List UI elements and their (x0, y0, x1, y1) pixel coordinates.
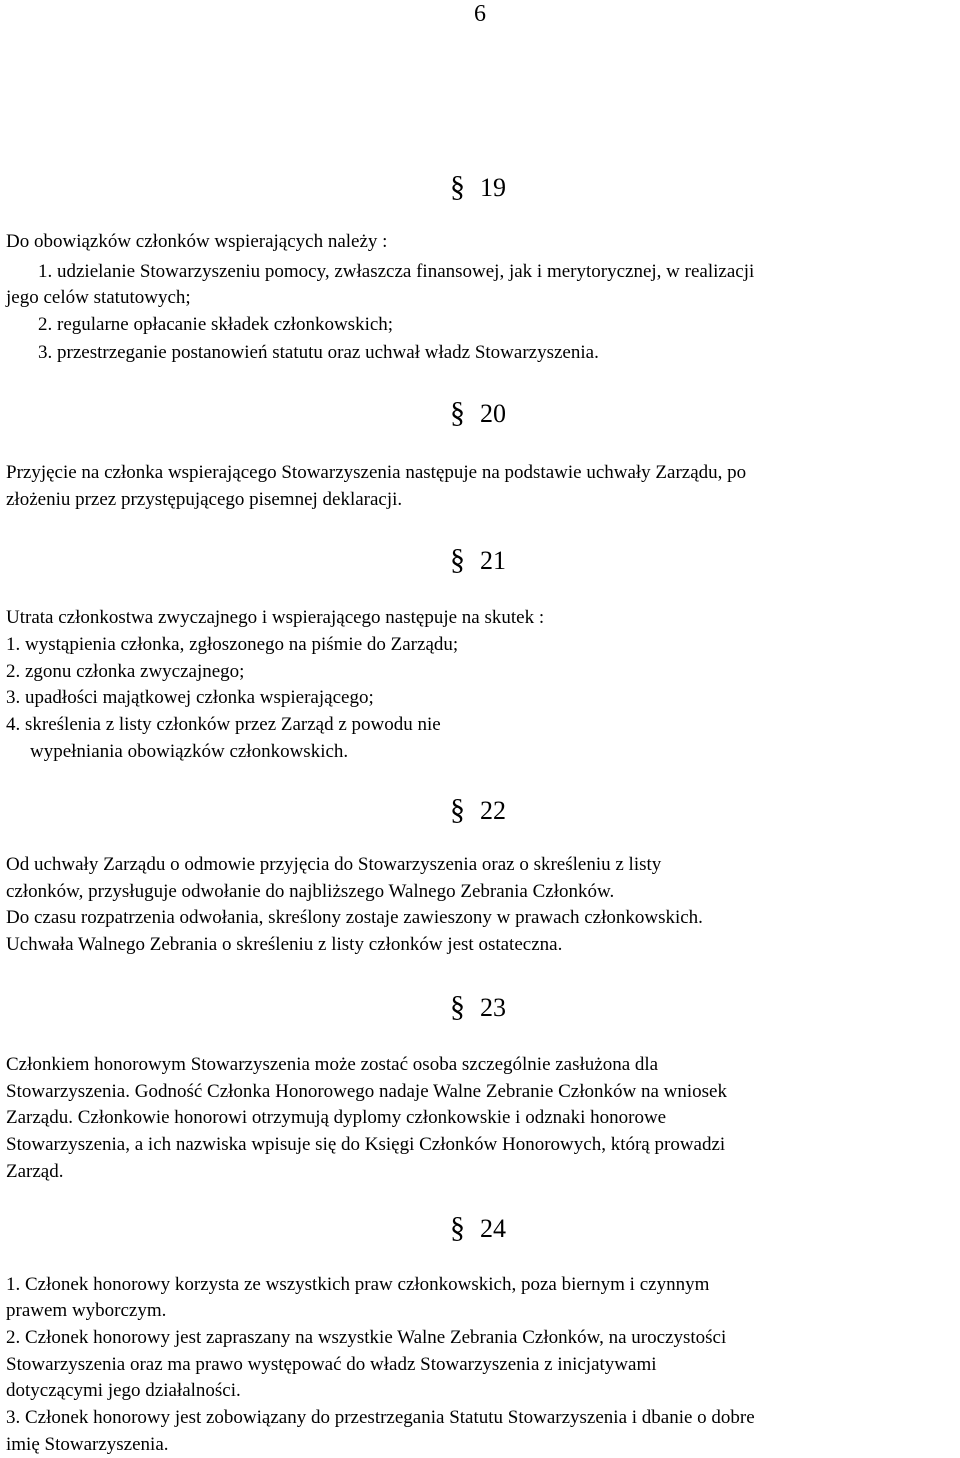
section-19-item: 2. regularne opłacanie składek członkowskich; (38, 314, 394, 335)
section-24-line: 2. Członek honorowy jest zapraszany na wszystkie Walne Zebrania Członków, na uroczystości (6, 1327, 727, 1348)
section-20-line: Przyjęcie na członka wspierającego Stowarzyszenia następuje na podstawie uchwały Zarządu, po (6, 462, 747, 483)
section-23-line: Zarząd. (6, 1161, 64, 1182)
section-24-line: Stowarzyszenia oraz ma prawo występować do władz Stowarzyszenia z inicjatywami (6, 1354, 657, 1375)
section-23-line: Zarządu. Członkowie honorowi otrzymują dyplomy członkowskie i odznaki honorowe (6, 1107, 667, 1128)
section-22-line: Uchwała Walnego Zebrania o skreśleniu z listy członków jest ostateczna. (6, 934, 563, 955)
section-19-intro: Do obowiązków członków wspierających należy : (6, 231, 388, 252)
section-22-heading: § 22 (450, 793, 506, 826)
section-22-line: członków, przysługuje odwołanie do najbliższego Walnego Zebrania Członków. (6, 881, 615, 902)
section-19-item: 3. przestrzeganie postanowień statutu oraz uchwał władz Stowarzyszenia. (38, 342, 599, 363)
section-sign-icon: § (450, 990, 465, 1023)
section-21-intro: Utrata członkostwa zwyczajnego i wspierającego następuje na skutek : (6, 607, 545, 628)
section-22-line: Od uchwały Zarządu o odmowie przyjęcia do Stowarzyszenia oraz o skreśleniu z listy (6, 854, 662, 875)
section-21-item: 3. upadłości majątkowej członka wspierającego; (6, 687, 374, 708)
section-21-item: 2. zgonu członka zwyczajnego; (6, 661, 245, 682)
section-21-item: 1. wystąpienia członka, zgłoszonego na piśmie do Zarządu; (6, 634, 459, 655)
section-24-line: imię Stowarzyszenia. (6, 1434, 169, 1455)
section-23-line: Członkiem honorowym Stowarzyszenia może zostać osoba szczególnie zasłużona dla (6, 1054, 659, 1075)
section-sign-icon: § (450, 396, 465, 429)
section-sign-icon: § (450, 170, 465, 203)
section-21-heading: § 21 (450, 543, 506, 576)
section-20-line: złożeniu przez przystępującego pisemnej deklaracji. (6, 489, 403, 510)
section-23-line: Stowarzyszenia. Godność Członka Honorowego nadaje Walne Zebranie Członków na wniosek (6, 1081, 727, 1102)
section-19-heading: § 19 (450, 170, 506, 203)
section-24-heading: § 24 (450, 1211, 506, 1244)
section-19-item-cont: jego celów statutowych; (6, 287, 191, 308)
section-23-heading: § 23 (450, 990, 506, 1023)
section-sign-icon: § (450, 1211, 465, 1244)
section-19-item: 1. udzielanie Stowarzyszeniu pomocy, zwłaszcza finansowej, jak i merytorycznej, w realizacji (38, 261, 755, 282)
section-21-item-cont: wypełniania obowiązków członkowskich. (30, 741, 349, 762)
section-23-line: Stowarzyszenia, a ich nazwiska wpisuje się do Księgi Członków Honorowych, którą prowadzi (6, 1134, 726, 1155)
section-sign-icon: § (450, 793, 465, 826)
section-24-line: prawem wyborczym. (6, 1300, 167, 1321)
section-21-item: 4. skreślenia z listy członków przez Zarząd z powodu nie (6, 714, 441, 735)
section-24-line: 1. Członek honorowy korzysta ze wszystkich praw członkowskich, poza biernym i czynnym (6, 1274, 710, 1295)
section-24-line: 3. Członek honorowy jest zobowiązany do przestrzegania Statutu Stowarzyszenia i dbanie o dobre (6, 1407, 755, 1428)
page-number: 6 (474, 1, 486, 27)
section-22-line: Do czasu rozpatrzenia odwołania, skreślony zostaje zawieszony w prawach członkowskich. (6, 907, 703, 928)
section-sign-icon: § (450, 543, 465, 576)
section-24-line: dotyczącymi jego działalności. (6, 1380, 241, 1401)
section-20-heading: § 20 (450, 396, 506, 429)
